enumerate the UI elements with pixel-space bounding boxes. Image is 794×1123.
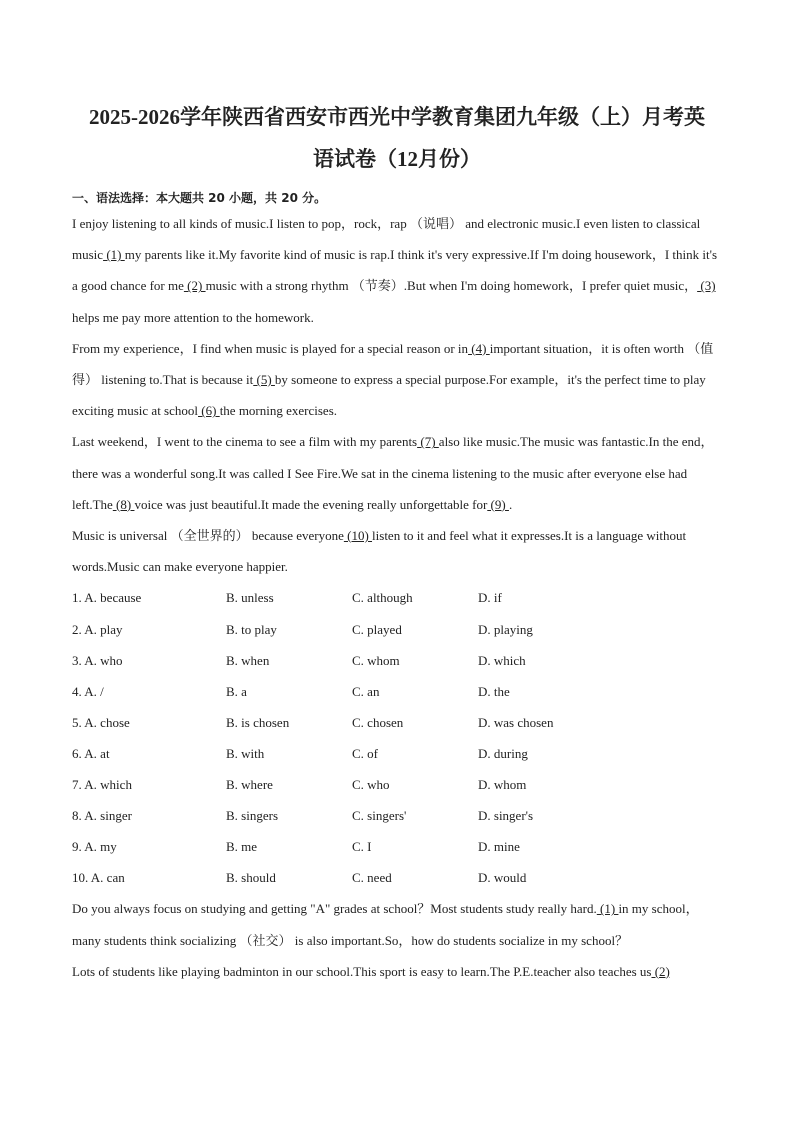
- option-b: B. unless: [226, 590, 274, 606]
- blank-9: (9): [487, 496, 509, 512]
- section-heading: 一、语法选择：本大题共 20 小题，共 20 分。: [72, 191, 327, 205]
- blank-8: (8): [112, 496, 135, 512]
- option-row: [72, 862, 722, 893]
- option-a: 4. A. /: [72, 683, 104, 699]
- option-c: C. chosen: [352, 714, 404, 730]
- option-row: [72, 800, 722, 831]
- options-list: [72, 582, 722, 893]
- option-row: [72, 582, 722, 613]
- option-c: C. I: [352, 839, 372, 855]
- passage-1-paragraph-3: Last weekend，I went to the cinema to see a film with my parents (7) also like music.The music was fantastic.In the end，there was a wonderful song.It was called I See Fire.We sat in the cinema listening to the music after everyone else had left.The (8) voice was just beautiful.It made the evening really unforgettable for (9) .: [72, 434, 714, 512]
- option-d: D. mine: [478, 839, 520, 855]
- option-c: C. played: [352, 621, 402, 637]
- blank-1: (1): [103, 247, 125, 263]
- option-c: C. need: [352, 870, 392, 886]
- option-d: D. singer's: [478, 808, 534, 824]
- option-d: D. if: [478, 590, 502, 606]
- option-c: C. singers': [352, 808, 407, 824]
- option-d: D. during: [478, 745, 528, 761]
- passage-1: [72, 208, 722, 582]
- passage-2: [72, 893, 722, 987]
- option-a: 2. A. play: [72, 621, 123, 637]
- blank-6: (6): [198, 403, 220, 419]
- option-row: [72, 614, 722, 645]
- option-c: C. whom: [352, 652, 400, 668]
- option-a: 5. A. chose: [72, 714, 130, 730]
- option-b: B. singers: [226, 808, 278, 824]
- option-b: B. to play: [226, 621, 277, 637]
- option-c: C. of: [352, 745, 378, 761]
- blank-2: (2): [183, 278, 206, 294]
- option-b: B. a: [226, 683, 247, 699]
- blank-1: (1): [596, 901, 619, 917]
- option-c: C. an: [352, 683, 380, 699]
- blank-10: (10): [343, 528, 373, 544]
- option-a: 8. A. singer: [72, 808, 132, 824]
- option-row: [72, 645, 722, 676]
- blank-3: (3): [697, 278, 716, 294]
- option-b: B. me: [226, 839, 258, 855]
- blank-2: (2): [651, 963, 670, 979]
- blank-4: (4): [468, 340, 490, 356]
- blank-5: (5): [253, 372, 275, 388]
- exam-page: [72, 96, 722, 987]
- option-b: B. with: [226, 745, 265, 761]
- option-c: C. who: [352, 777, 390, 792]
- exam-title: [72, 96, 722, 180]
- title-line-2: 语试卷（12月份）: [313, 147, 481, 171]
- option-d: D. the: [478, 683, 510, 699]
- option-b: B. should: [226, 870, 276, 886]
- option-d: D. playing: [478, 621, 533, 637]
- option-d: D. would: [478, 870, 527, 886]
- option-a: 9. A. my: [72, 839, 117, 855]
- title-line-1: 2025-2026学年陕西省西安市西光中学教育集团九年级（上）月考英: [89, 105, 705, 129]
- option-b: B. when: [226, 652, 270, 668]
- option-d: D. whom: [478, 777, 527, 792]
- option-a: 1. A. because: [72, 590, 142, 606]
- option-d: D. which: [478, 652, 526, 668]
- option-a: 7. A. which: [72, 777, 132, 792]
- option-row: [72, 831, 722, 862]
- option-a: 3. A. who: [72, 652, 123, 668]
- option-a: 6. A. at: [72, 745, 110, 761]
- option-d: D. was chosen: [478, 714, 554, 730]
- option-c: C. although: [352, 590, 413, 606]
- option-row: [72, 707, 722, 738]
- option-b: B. where: [226, 777, 273, 792]
- passage-2-paragraph-2: Lots of students like playing badminton in our school.This sport is easy to learn.The P.E.teacher also teaches us (2): [72, 963, 670, 979]
- blank-7: (7): [417, 434, 439, 450]
- passage-2-paragraph-1: Do you always focus on studying and getting "A" grades at school？Most students study really hard. (1) in my school，many students think socializing （社交） is also important.So，how do students socialize in my school？: [72, 901, 699, 948]
- passage-1-paragraph-1: I enjoy listening to all kinds of music.I listen to pop，rock，rap （说唱） and electronic music.I even listen to classical music (1) my parents like it.My favorite kind of music is rap.I think it's very expressive.If I'm doing housework，I think it's a good chance for me (2) music with a strong rhythm （节奏）.But when I'm doing homework，I prefer quiet music， (3) helps me pay more attention to the homework.: [72, 216, 718, 325]
- passage-1-paragraph-2: From my experience，I find when music is played for a special reason or in (4) important situation，it is often worth （值得） listening to.That is because it (5) by someone to express a special purpose.For example，it's the perfect time to play exciting music at school (6) the morning exercises.: [72, 340, 714, 419]
- passage-1-paragraph-4: Music is universal （全世界的） because everyone (10) listen to it and feel what it expresses.It is a language without words.Music can make everyone happier.: [72, 528, 687, 575]
- option-row: [72, 738, 722, 769]
- option-row: [72, 676, 722, 707]
- option-a: 10. A. can: [72, 870, 125, 886]
- option-b: B. is chosen: [226, 714, 290, 730]
- option-row: [72, 769, 722, 800]
